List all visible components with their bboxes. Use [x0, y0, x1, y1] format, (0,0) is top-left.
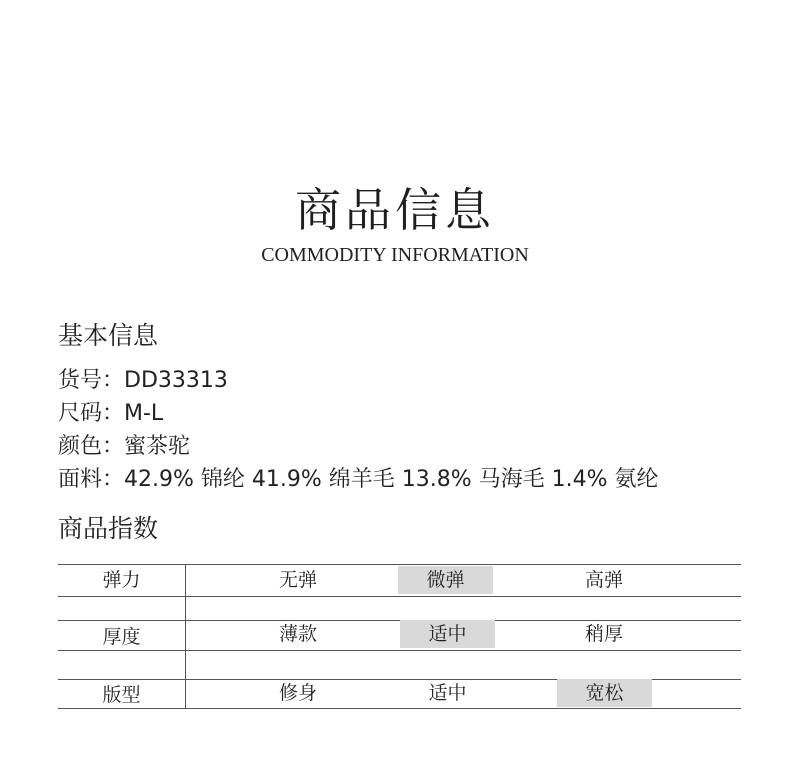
option-loose-selected: 宽松	[557, 679, 652, 707]
info-item-number: 货号：DD33313	[58, 368, 228, 393]
option-thin: 薄款	[278, 623, 317, 645]
option-regular-fit: 适中	[428, 682, 467, 704]
option-medium-thickness-selected: 适中	[400, 620, 495, 648]
row-label-elasticity: 弹力	[102, 569, 141, 591]
page-subtitle: COMMODITY INFORMATION	[261, 244, 529, 266]
option-slight-stretch-selected: 微弹	[398, 566, 493, 594]
info-color: 颜色：蜜茶驼	[58, 434, 191, 459]
info-size: 尺码：M-L	[58, 401, 164, 426]
product-index-title: 商品指数	[58, 514, 159, 543]
row-label-thickness: 厚度	[102, 626, 141, 648]
option-slightly-thick: 稍厚	[584, 623, 623, 645]
row-label-fit: 版型	[102, 684, 141, 706]
page-title: 商品信息	[295, 183, 495, 237]
basic-info-title: 基本信息	[58, 321, 159, 350]
table-column-divider	[185, 564, 186, 709]
table-divider	[58, 564, 741, 565]
option-high-stretch: 高弹	[584, 569, 623, 591]
option-slim: 修身	[278, 682, 317, 704]
option-no-stretch: 无弹	[278, 569, 317, 591]
table-divider	[58, 596, 741, 597]
info-fabric: 面料：42.9% 锦纶 41.9% 绵羊毛 13.8% 马海毛 1.4% 氨纶	[58, 467, 659, 492]
